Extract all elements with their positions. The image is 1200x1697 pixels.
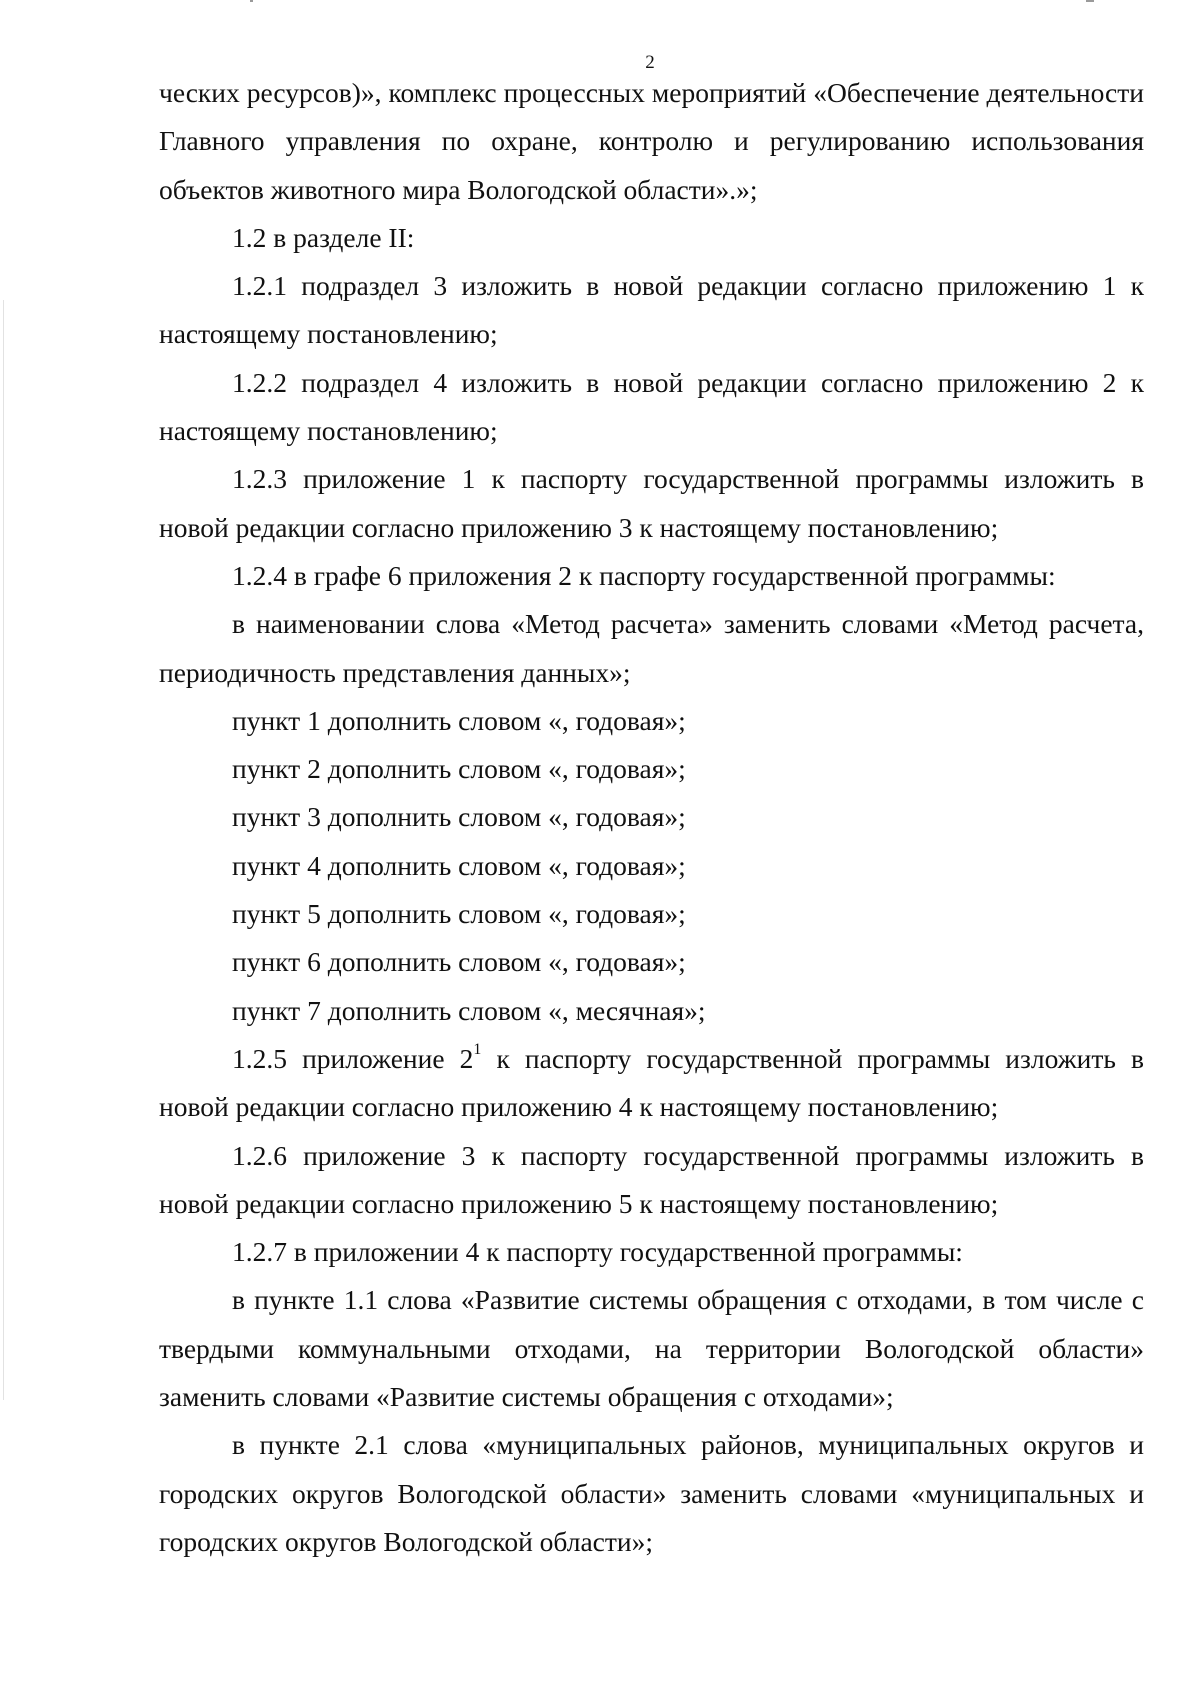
scan-artifact-left-edge [3, 300, 4, 1400]
paragraph: в наименовании слова «Метод расчета» заменить словами «Метод расчета, периодичность представления данных»; [159, 608, 1144, 688]
paragraph: 1.2.4 в графе 6 приложения 2 к паспорту государственной программы: [232, 559, 1056, 591]
paragraph: в пункте 1.1 слова «Развитие системы обращения с отходами, в том числе с твердыми коммунальными отходами, на территории Вологодской области» заменить словами «Развитие системы обращения с отходами»; [159, 1284, 1144, 1413]
paragraph: в пункте 2.1 слова «муниципальных районов, муниципальных округов и городских округов Вологодской области» заменить словами «муниципальных и городских округов Вологодской области»; [159, 1429, 1144, 1557]
page-number: 2 [645, 52, 655, 73]
list-item: пункт 6 дополнить словом «, годовая»; [232, 946, 686, 978]
list-item: пункт 4 дополнить словом «, годовая»; [232, 849, 686, 881]
paragraph: 1.2.3 приложение 1 к паспорту государственной программы изложить в новой редакции согласно приложению 3 к настоящему постановлению; [159, 463, 1144, 543]
paragraph: 1.2 в разделе II: [232, 221, 415, 253]
list-item: пункт 3 дополнить словом «, годовая»; [232, 801, 686, 833]
list-item: пункт 5 дополнить словом «, годовая»; [232, 898, 686, 930]
document-body [159, 69, 1144, 1566]
scan-artifact-top-right [1086, 0, 1094, 2]
scan-artifact-top [250, 0, 253, 2]
list-item: пункт 7 дополнить словом «, месячная»; [232, 994, 706, 1026]
paragraph: 1.2.5 приложение $2^1$ к паспорту государственной программы изложить в новой редакции согласно приложению 4 к настоящему постановлению; [159, 1040, 1144, 1123]
superscript: 1 [473, 1040, 482, 1058]
paragraph: 1.2.2 подраздел 4 изложить в новой редакции согласно приложению 2 к настоящему постановлению; [159, 366, 1144, 447]
paragraph: ческих ресурсов)», комплекс процессных мероприятий «Обеспечение деятельности Главного управления по охране, контролю и регулированию использования объектов животного мира Вологодской области».»; [159, 77, 1144, 205]
list-item: пункт 2 дополнить словом «, годовая»; [232, 753, 686, 785]
list-item: пункт 1 дополнить словом «, годовая»; [232, 704, 686, 736]
paragraph: 1.2.6 приложение 3 к паспорту государственной программы изложить в новой редакции согласно приложению 5 к настоящему постановлению; [159, 1139, 1144, 1219]
paragraph: 1.2.1 подраздел 3 изложить в новой редакции согласно приложению 1 к настоящему постановлению; [159, 270, 1144, 350]
paragraph: 1.2.7 в приложении 4 к паспорту государственной программы: [232, 1236, 963, 1268]
